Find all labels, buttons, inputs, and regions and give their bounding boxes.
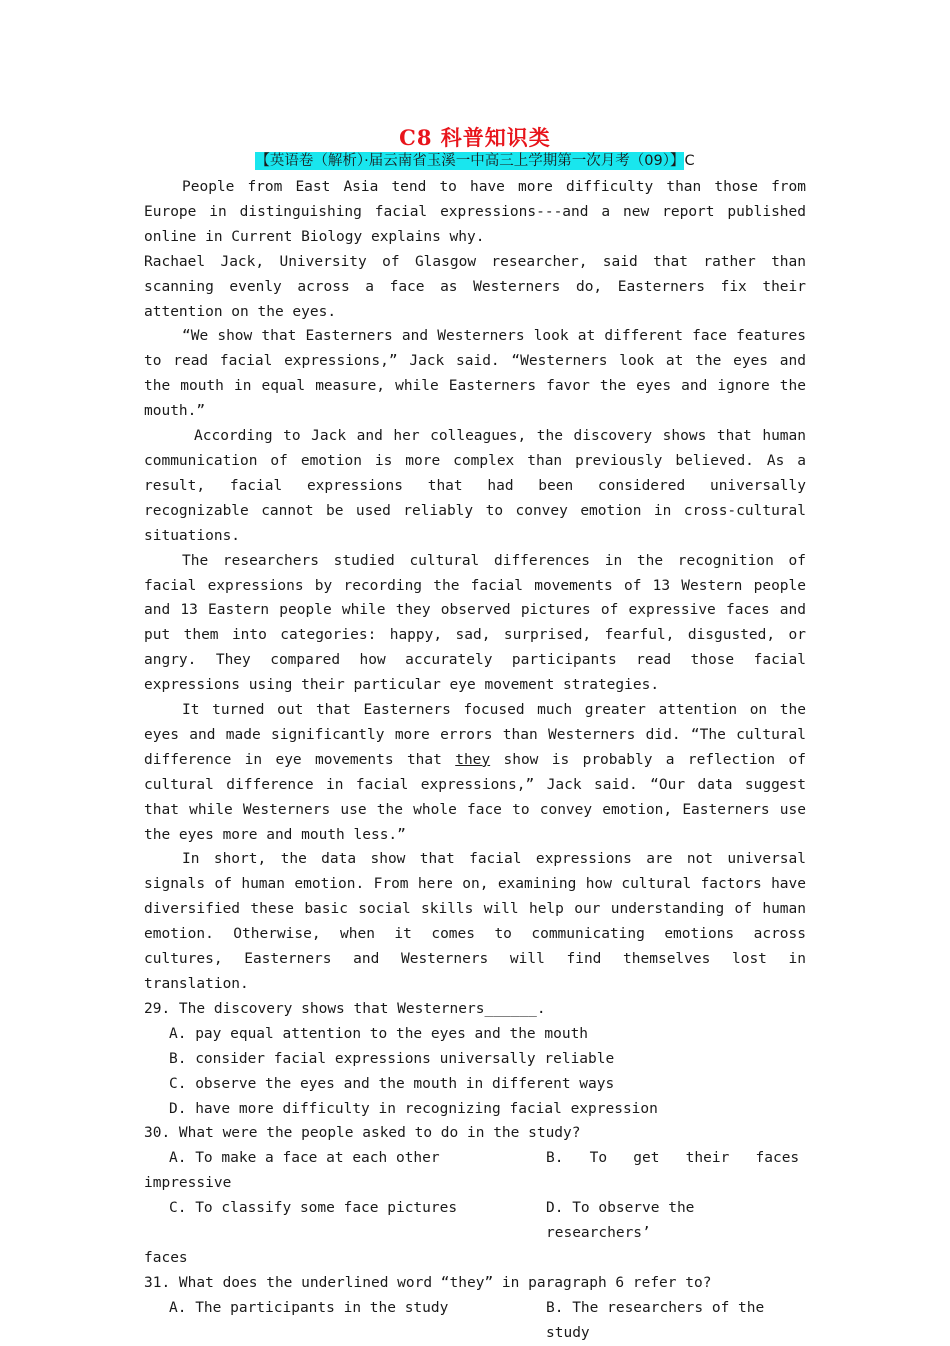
paragraph-6 bbox=[144, 698, 806, 847]
paragraph-2: Rachael Jack, University of Glasgow researcher, said that rather than scanning evenly across a face as Westerners do, Easterners fix their attention on the eyes. bbox=[144, 253, 806, 320]
source-line bbox=[144, 151, 806, 171]
paragraph-6-after: show is probably a reflection of cultural difference in facial expressions,” Jack said. “Our data suggest that while Westerners use the whole face to convey emotion, Easterners use the eyes more and mouth less.” bbox=[144, 751, 806, 843]
paragraph-6-before: It turned out that Easterners focused much greater attention on the eyes and made significantly more errors than Westerners did. “The cultural difference in eye movements that bbox=[144, 702, 806, 768]
paragraph-1: People from East Asia tend to have more difficulty than those from Europe in distinguishing facial expressions---and a new report published online in Current Biology explains why. bbox=[144, 179, 806, 245]
underlined-word: they bbox=[455, 751, 491, 768]
question-30-row-ab bbox=[144, 1146, 806, 1171]
question-30-row-cd bbox=[144, 1196, 806, 1246]
paragraph-3: “We show that Easterners and Westerners look at different face features to read facial expressions,” Jack said. “Westerners look at the eyes and the mouth in equal measure, while Easterners favor the eyes and ignore the mouth.” bbox=[144, 328, 806, 420]
source-highlight: 【英语卷（解析）·届云南省玉溪一中高三上学期第一次月考（09）】 bbox=[255, 153, 685, 169]
answer-letter: C bbox=[684, 153, 695, 169]
question-30-option-d: D. To observe the researchers’ bbox=[546, 1200, 695, 1242]
question-30-option-a: A. To make a face at each other bbox=[169, 1150, 440, 1167]
question-31-option-b: B. The researchers of the study bbox=[546, 1299, 765, 1341]
page-title: C8 科普知识类 bbox=[399, 125, 551, 150]
question-29-option-a: A. pay equal attention to the eyes and the mouth bbox=[169, 1025, 589, 1042]
question-30-option-b-wrap: impressive bbox=[144, 1175, 232, 1192]
paragraph-4: According to Jack and her colleagues, the discovery shows that human communication of emotion is more complex than previously believed. As a result, facial expressions that had been considered universally recognizable cannot be used reliably to convey emotion in cross-cultural situations. bbox=[144, 428, 806, 544]
question-29-option-b: B. consider facial expressions universally reliable bbox=[169, 1050, 615, 1067]
question-29-stem: 29. The discovery shows that Westerners______. bbox=[144, 1000, 546, 1017]
question-29-option-d: D. have more difficulty in recognizing facial expression bbox=[169, 1100, 658, 1117]
question-31-option-a: A. The participants in the study bbox=[169, 1299, 449, 1316]
paragraph-7: In short, the data show that facial expressions are not universal signals of human emotion. From here on, examining how cultural factors have diversified these basic social skills will help our understanding of human emotion. Otherwise, when it comes to communicating emotions across cultures, Easterners and Westerners will find themselves lost in translation. bbox=[144, 851, 806, 992]
document-body bbox=[144, 175, 806, 1346]
question-31-row-ab bbox=[144, 1296, 806, 1346]
paragraph-5: The researchers studied cultural differences in the recognition of facial expressions by recording the facial movements of 13 Western people and 13 Eastern people while they observed pictures of expressive faces and put them into categories: happy, sad, surprised, fearful, disgusted, or angry. They compared how accurately participants read those facial expressions using their particular eye movement strategies. bbox=[144, 552, 806, 694]
question-29-option-c: C. observe the eyes and the mouth in different ways bbox=[169, 1075, 615, 1092]
question-30-stem: 30. What were the people asked to do in the study? bbox=[144, 1125, 581, 1142]
question-30-option-d-wrap: faces bbox=[144, 1249, 188, 1266]
question-31-stem: 31. What does the underlined word “they” in paragraph 6 refer to? bbox=[144, 1274, 712, 1291]
question-30-option-b: B. To get their faces bbox=[546, 1150, 800, 1167]
question-30-option-c: C. To classify some face pictures bbox=[169, 1200, 458, 1217]
